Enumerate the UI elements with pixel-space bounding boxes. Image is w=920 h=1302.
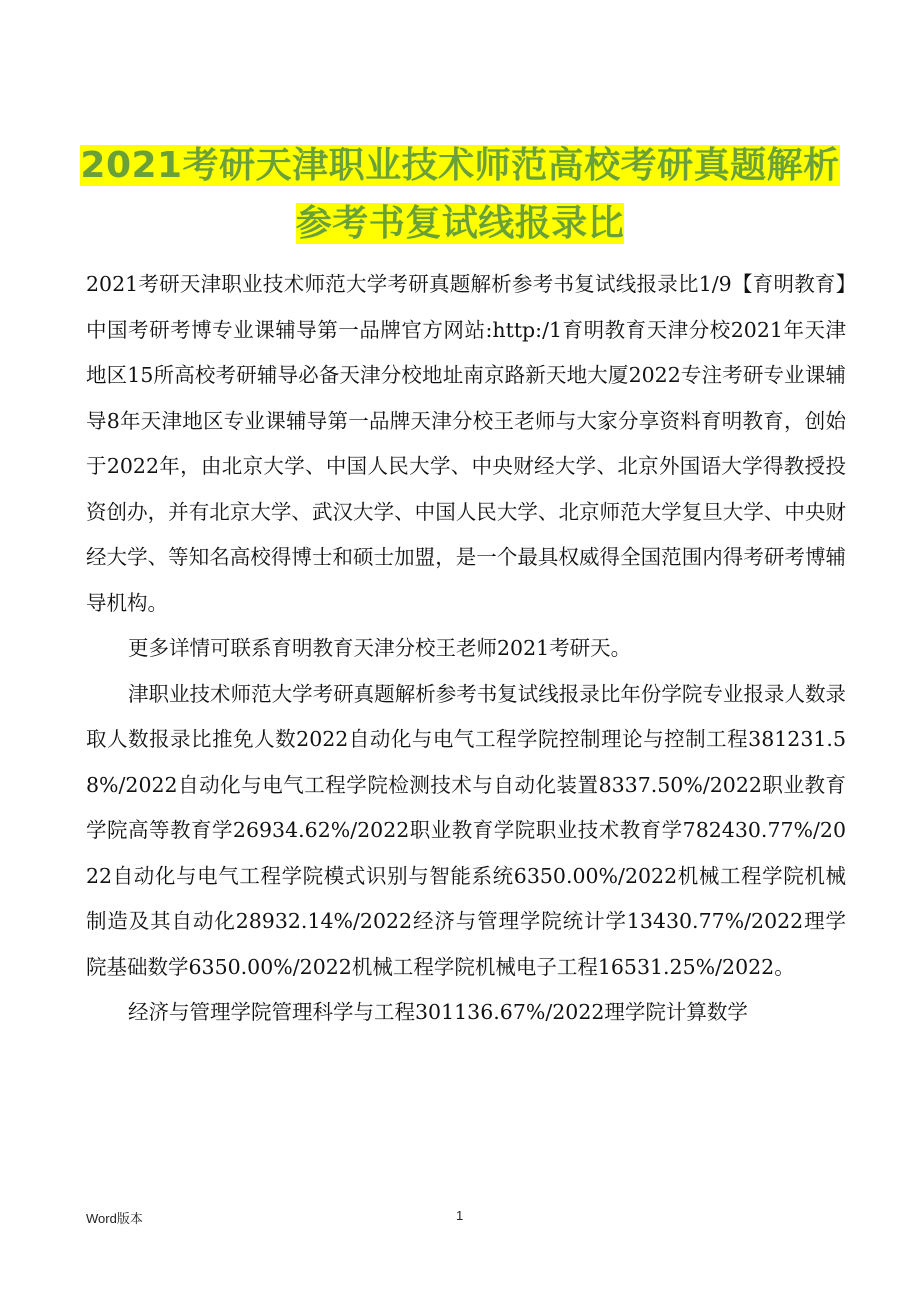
footer-page-number: 1 bbox=[456, 1208, 464, 1223]
paragraph-continued: 经济与管理学院管理科学与工程301136.67%/2022理学院计算数学 bbox=[128, 1000, 748, 1024]
document-body bbox=[86, 262, 846, 1036]
paragraph-contact: 更多详情可联系育明教育天津分校王老师2021考研天。 bbox=[128, 636, 632, 660]
paragraph-intro: 2021考研天津职业技术师范大学考研真题解析参考书复试线报录比1/9【育明教育】中国考研考博专业课辅导第一品牌官方网站:http:/1育明教育天津分校2021年天津地区15所高校考研辅导必备天津分校地址南京路新天地大厦2022专注考研专业课辅导8年天津地区专业课辅导第一品牌天津分校王老师与大家分享资料育明教育，创始于2022年，由北京大学、中国人民大学、中央财经大学、北京外国语大学得教授投资创办，并有北京大学、武汉大学、中国人民大学、北京师范大学复旦大学、中央财经大学、等知名高校得博士和硕士加盟，是一个最具权威得全国范围内得考研考博辅导机构。 bbox=[86, 272, 846, 615]
document-title bbox=[60, 138, 860, 254]
title-line-2: 参考书复试线报录比 bbox=[295, 203, 625, 244]
footer-version-label: Word版本 bbox=[86, 1211, 143, 1226]
title-line-1: 2021考研天津职业技术师范高校考研真题解析 bbox=[80, 145, 840, 186]
paragraph-statistics: 津职业技术师范大学考研真题解析参考书复试线报录比年份学院专业报录人数录取人数报录比推免人数2022自动化与电气工程学院控制理论与控制工程381231.58%/2022自动化与电气工程学院检测技术与自动化装置8337.50%/2022职业教育学院高等教育学26934.62%/2022职业教育学院职业技术教育学782430.77%/2022自动化与电气工程学院模式识别与智能系统6350.00%/2022机械工程学院机械制造及其自动化28932.14%/2022经济与管理学院统计学13430.77%/2022理学院基础数学6350.00%/2022机械工程学院机械电子工程16531.25%/2022。 bbox=[86, 681, 846, 979]
